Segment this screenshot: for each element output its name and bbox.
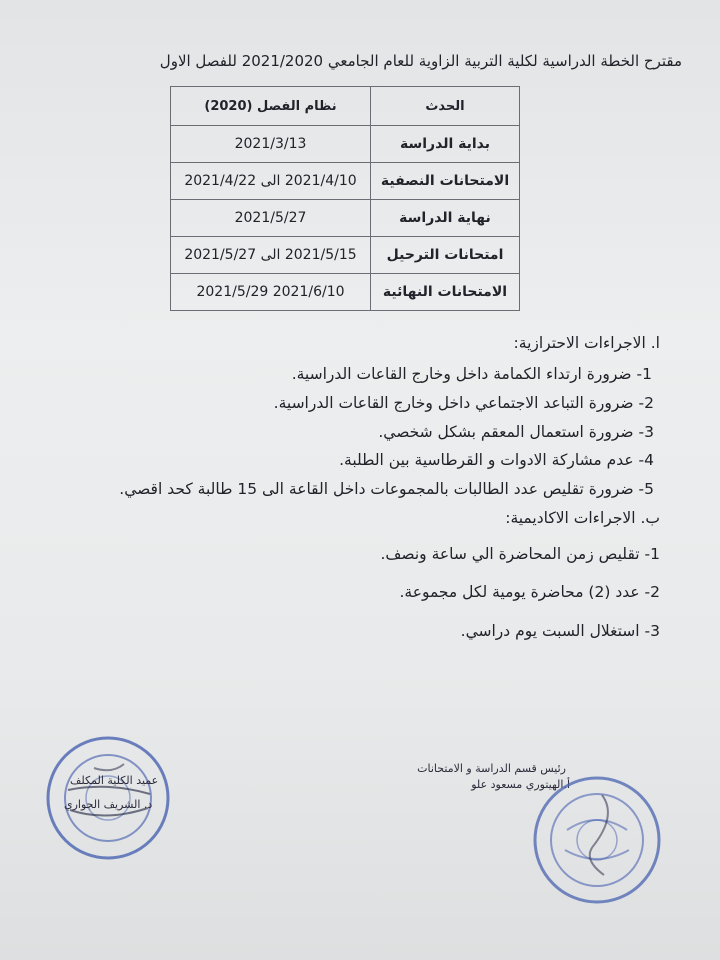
document-title: مقترح الخطة الدراسية لكلية التربية الزاوية للعام الجامعي 2021/2020 للفصل الاول (159, 52, 682, 70)
row-event: الامتحانات النهائية (371, 274, 520, 311)
signature-right-title: رئيس قسم الدراسة و الامتحانات (417, 762, 566, 775)
row-date (171, 126, 371, 163)
row-date-text: 2021/4/10 الى 2021/4/22 (184, 173, 357, 189)
schedule-table (170, 86, 520, 311)
row-event: بداية الدراسة (371, 126, 520, 163)
row-date-text: 2021/3/13 (234, 136, 307, 152)
section-b-heading: ب. الاجراءات الاكاديمية: (505, 509, 660, 527)
row-date (171, 274, 371, 311)
table-row (171, 237, 520, 274)
list-item: 2- عدد (2) محاضرة يومية لكل مجموعة. (399, 583, 660, 601)
row-date-text: 2021/5/27 (234, 210, 307, 226)
list-item: 5- ضرورة تقليص عدد الطالبات بالمجموعات داخل القاعة الى 15 طالبة كحد اقصي. (119, 480, 654, 498)
list-item: 4- عدم مشاركة الادوات و القرطاسية بين الطلبة. (339, 451, 654, 469)
row-event: نهاية الدراسة (371, 200, 520, 237)
row-date (171, 163, 371, 200)
table-row (171, 126, 520, 163)
list-item: 3- ضرورة استعمال المعقم بشكل شخصي. (378, 423, 654, 441)
row-date (171, 200, 371, 237)
table-row (171, 274, 520, 311)
section-a-heading: ا. الاجراءات الاحترازية: (513, 334, 660, 352)
row-event: امتحانات الترحيل (371, 237, 520, 274)
row-event: الامتحانات النصفية (371, 163, 520, 200)
signature-left-title: عميد الكلية المكلف (70, 774, 159, 787)
list-item: 1- ضرورة ارتداء الكمامة داخل وخارج القاعات الدراسية. (291, 365, 652, 383)
list-item: 3- استغلال السبت يوم دراسي. (460, 622, 660, 640)
table-row (171, 200, 520, 237)
table-row (171, 163, 520, 200)
signature-left-name: د. الشريف الجواري (64, 798, 153, 811)
right-stamp-seal (527, 770, 667, 910)
list-item: 1- تقليص زمن المحاضرة الي ساعة ونصف. (380, 545, 660, 563)
header-date: نظام الفصل (2020) (171, 87, 371, 126)
list-item: 2- ضرورة التباعد الاجتماعي داخل وخارج القاعات الدراسية. (273, 394, 654, 412)
table-header-row (171, 87, 520, 126)
row-date (171, 237, 371, 274)
row-date-text: 2021/5/15 الى 2021/5/27 (184, 247, 357, 263)
signature-right-name: أ.الهيتوري مسعود علو (471, 778, 570, 791)
row-date-text: 2021/5/29 2021/6/10 (196, 284, 345, 300)
header-event: الحدث (371, 87, 520, 126)
